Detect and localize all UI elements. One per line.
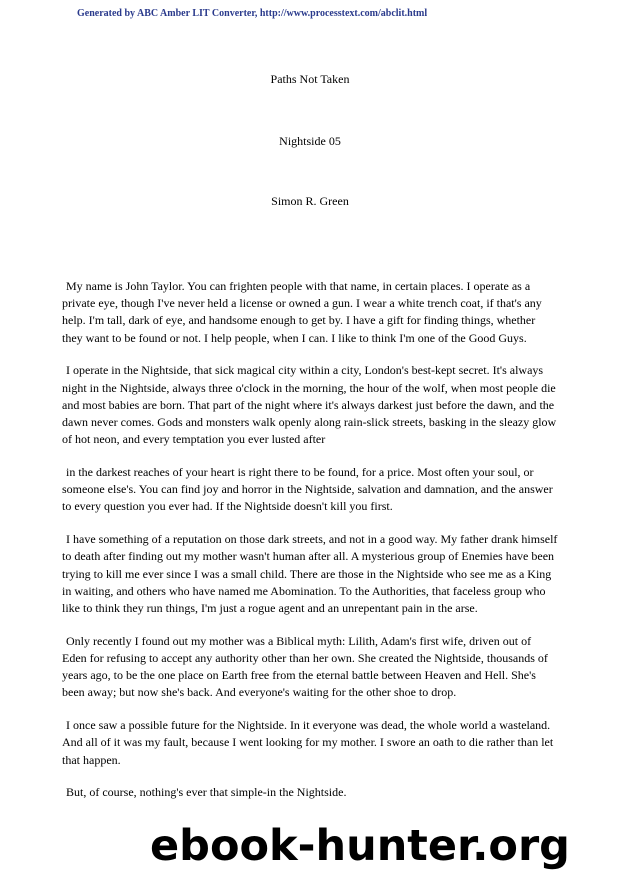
paragraph: Only recently I found out my mother was a Biblical myth: Lilith, Adam's first wife, driven out of Eden for refusing to accept any authority other than her own. She created the Nightside, thousands of years ago, to be the one place on Earth free from the eternal battle between Heaven and Hell. She's been away; but now she's back. And everyone's waiting for the other shoe to drop. [62,633,548,700]
paragraph: in the darkest reaches of your heart is right there to be found, for a price. Most often your soul, or someone else's. You can find joy and horror in the Nightside, salvation and damnation, and the answer to every question you ever had. If the Nightside doesn't kill you first. [62,465,553,514]
book-title: Paths Not Taken [270,72,350,86]
paragraph: I operate in the Nightside, that sick magical city within a city, London's best-kept secret. It's always night in the Nightside, always three o'clock in the morning, the hour of the wolf, when most people die and most babies are born. That part of the night where it's always darkest just before the dawn, and the dawn never comes. Gods and monsters walk openly along rain-slick streets, basking in the sleazy glow of hot neon, and every temptation you ever lusted after [62,363,557,447]
paragraph: But, of course, nothing's ever that simple-in the Nightside. [66,785,347,800]
watermark-text: ebook-hunter.org [150,821,570,871]
paragraph: I have something of a reputation on those dark streets, and not in a good way. My father drank himself to death after finding out my mother wasn't human after all. A mysterious group of Enemies have been trying to kill me ever since I was a small child. There are those in the Nightside who see me as a King in waiting, and others who have named me Abomination. To the Authorities, that faceless group who like to think they run things, I'm just a rogue agent and an unrepentant pain in the arse. [62,532,558,616]
paragraph: I once saw a possible future for the Nightside. In it everyone was dead, the whole world a wasteland. And all of it was my fault, because I went looking for my mother. I swore an oath to die rather than let that happen. [62,718,554,767]
body-text [62,278,558,817]
paragraph: My name is John Taylor. You can frighten people with that name, in certain places. I operate as a private eye, though I've never held a license or owned a gun. I wear a white trench coat, if that's any help. I'm tall, dark of eye, and handsome enough to get by. I have a gift for finding things, whether they want to be found or not. I help people, when I can. I like to think I'm one of the Good Guys. [62,279,542,345]
book-author: Simon R. Green [271,194,349,208]
converter-header[interactable]: Generated by ABC Amber LIT Converter, http://www.processtext.com/abclit.html [77,8,428,19]
book-series: Nightside 05 [279,134,341,148]
